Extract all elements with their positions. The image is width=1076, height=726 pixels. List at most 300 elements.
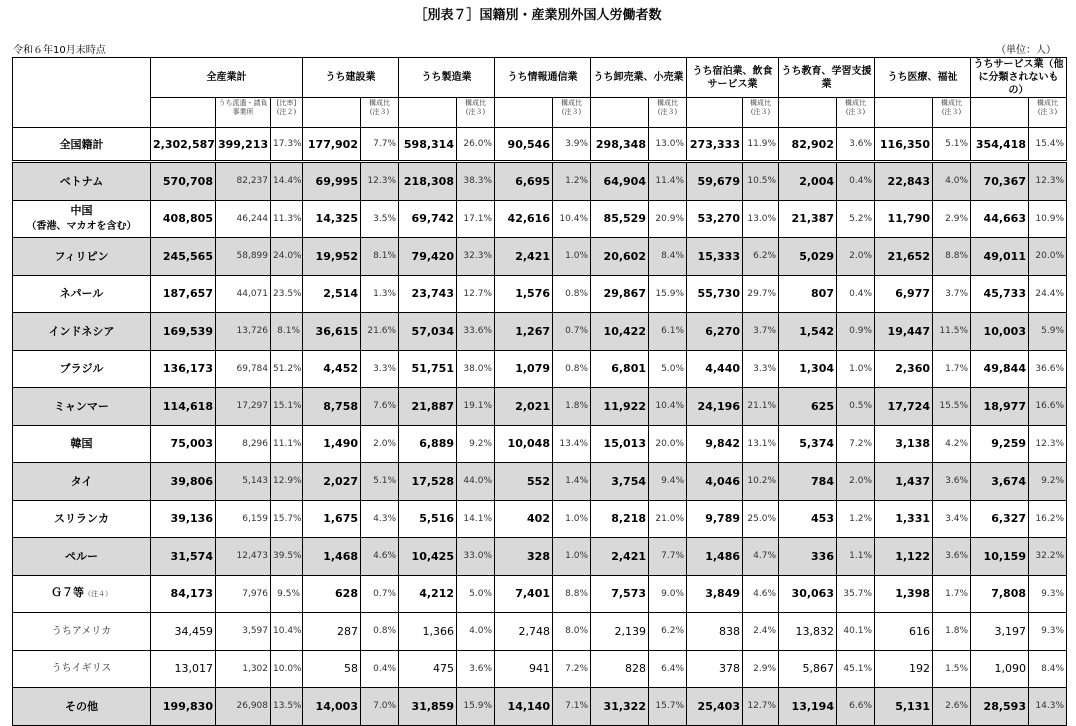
cell-share: 0.7% (361, 575, 399, 613)
cell-share: 33.0% (457, 538, 495, 576)
cell-industry-count: 21,652 (875, 238, 933, 276)
page-title: ［別表７］国籍別・産業別外国人労働者数 (414, 8, 662, 23)
nationality-label: 中国 (70, 204, 93, 218)
cell-share: 1.0% (553, 500, 591, 538)
cell-share: 1.1% (837, 538, 875, 576)
header-sub-text: 構成比 (941, 99, 962, 107)
cell-share: 10.4% (553, 200, 591, 238)
nationality-name (13, 500, 151, 538)
cell-share: 6.4% (649, 650, 687, 688)
table-row (13, 238, 1067, 276)
cell-share: 9.2% (457, 425, 495, 463)
cell-industry-count: 31,859 (399, 688, 457, 726)
cell-share: 8.0% (553, 613, 591, 651)
cell-ratio: 15.7% (271, 500, 303, 538)
cell-industry-count: 3,674 (971, 463, 1029, 501)
cell-share: 9.3% (1029, 575, 1067, 613)
cell-industry-count: 11,922 (591, 388, 649, 426)
cell-ratio: 39.5% (271, 538, 303, 576)
header-sub-text: [比率] (276, 99, 297, 107)
cell-industry-count: 59,679 (687, 162, 743, 201)
header-sub-text: 構成比 (750, 99, 771, 107)
table-row (13, 313, 1067, 351)
cell-industry-count: 2,004 (779, 162, 837, 201)
cell-ratio: 11.3% (271, 200, 303, 238)
cell-share: 8.8% (553, 575, 591, 613)
cell-industry-count: 11,790 (875, 200, 933, 238)
cell-share: 3.6% (933, 538, 971, 576)
cell-share: 0.8% (553, 350, 591, 388)
cell-share: 45.1% (837, 650, 875, 688)
nationality-name (13, 575, 151, 613)
cell-share: 33.6% (457, 313, 495, 351)
header-blank (591, 98, 649, 128)
cell-share: 11.5% (933, 313, 971, 351)
cell-industry-count: 2,514 (303, 275, 361, 313)
cell-industry-count: 13,194 (779, 688, 837, 726)
cell-ratio: 10.4% (271, 613, 303, 651)
header-blank (303, 98, 361, 128)
cell-share: 13.4% (553, 425, 591, 463)
cell-dispatch: 5,143 (216, 463, 271, 501)
cell-share: 1.3% (361, 275, 399, 313)
nationality-label: 全国籍計 (59, 137, 104, 151)
cell-industry-count: 17,528 (399, 463, 457, 501)
cell-industry-count: 1,468 (303, 538, 361, 576)
cell-industry-count: 64,904 (591, 162, 649, 201)
cell-ratio: 11.1% (271, 425, 303, 463)
table-row (13, 162, 1067, 201)
cell-share: 5.1% (361, 463, 399, 501)
cell-total-workers: 39,136 (151, 500, 216, 538)
cell-share: 1.0% (553, 238, 591, 276)
cell-share: 12.7% (743, 688, 779, 726)
cell-share: 20.0% (1029, 238, 1067, 276)
cell-share: 40.1% (837, 613, 875, 651)
nationality-name (13, 238, 151, 276)
cell-industry-count: 3,849 (687, 575, 743, 613)
cell-industry-count: 14,140 (495, 688, 553, 726)
cell-share: 7.6% (361, 388, 399, 426)
cell-share: 4.7% (743, 538, 779, 576)
cell-share: 5.1% (933, 128, 971, 162)
nationality-name (13, 688, 151, 726)
cell-industry-count: 4,440 (687, 350, 743, 388)
header-share (743, 98, 779, 128)
cell-share: 3.7% (743, 313, 779, 351)
cell-industry-count: 69,995 (303, 162, 361, 201)
cell-industry-count: 328 (495, 538, 553, 576)
cell-dispatch: 3,597 (216, 613, 271, 651)
header-sub-text: 構成比 (845, 99, 866, 107)
nationality-name (13, 200, 151, 238)
cell-share: 2.9% (933, 200, 971, 238)
cell-industry-count: 941 (495, 650, 553, 688)
cell-share: 13.1% (743, 425, 779, 463)
cell-share: 0.8% (361, 613, 399, 651)
header-industry-hospitality: うち宿泊業、飲食サービス業 (687, 58, 779, 98)
nationality-name (13, 538, 151, 576)
header-share (457, 98, 495, 128)
cell-industry-count: 3,197 (971, 613, 1029, 651)
cell-share: 9.3% (1029, 613, 1067, 651)
cell-dispatch: 46,244 (216, 200, 271, 238)
cell-ratio: 15.1% (271, 388, 303, 426)
cell-share: 38.3% (457, 162, 495, 201)
cell-industry-count: 17,724 (875, 388, 933, 426)
cell-industry-count: 1,490 (303, 425, 361, 463)
header-blank (779, 98, 837, 128)
cell-industry-count: 45,733 (971, 275, 1029, 313)
cell-share: 7.7% (649, 538, 687, 576)
cell-share: 5.2% (837, 200, 875, 238)
cell-share: 4.6% (361, 538, 399, 576)
cell-share: 24.4% (1029, 275, 1067, 313)
cell-share: 1.2% (837, 500, 875, 538)
cell-share: 5.0% (649, 350, 687, 388)
header-share (361, 98, 399, 128)
cell-share: 32.3% (457, 238, 495, 276)
header-share (933, 98, 971, 128)
nationality-name (13, 350, 151, 388)
cell-share: 4.2% (933, 425, 971, 463)
cell-share: 7.1% (553, 688, 591, 726)
cell-share: 8.4% (1029, 650, 1067, 688)
header-sub-text: (注３) (369, 108, 390, 116)
cell-dispatch: 8,296 (216, 425, 271, 463)
header-sub-text: 構成比 (1037, 99, 1058, 107)
cell-share: 6.2% (743, 238, 779, 276)
cell-industry-count: 2,748 (495, 613, 553, 651)
cell-industry-count: 807 (779, 275, 837, 313)
cell-total-workers: 2,302,587 (151, 128, 216, 162)
nationality-name (13, 313, 151, 351)
nationality-name (13, 613, 151, 651)
cell-share: 10.2% (743, 463, 779, 501)
header-industry-ict: うち情報通信業 (495, 58, 591, 98)
cell-industry-count: 36,615 (303, 313, 361, 351)
header-blank (399, 98, 457, 128)
cell-share: 9.4% (649, 463, 687, 501)
cell-industry-count: 453 (779, 500, 837, 538)
nationality-label: ネパール (59, 287, 104, 301)
cell-share: 17.1% (457, 200, 495, 238)
cell-dispatch: 399,213 (216, 128, 271, 162)
cell-total-workers: 169,539 (151, 313, 216, 351)
cell-industry-count: 14,003 (303, 688, 361, 726)
cell-industry-count: 2,421 (591, 538, 649, 576)
cell-ratio: 23.5% (271, 275, 303, 313)
cell-share: 0.4% (361, 650, 399, 688)
header-sub-text: (注２) (276, 108, 297, 116)
cell-share: 38.0% (457, 350, 495, 388)
cell-industry-count: 6,889 (399, 425, 457, 463)
cell-share: 12.3% (1029, 162, 1067, 201)
cell-industry-count: 336 (779, 538, 837, 576)
cell-share: 21.1% (743, 388, 779, 426)
cell-share: 25.0% (743, 500, 779, 538)
cell-share: 15.9% (649, 275, 687, 313)
table-row (13, 275, 1067, 313)
cell-industry-count: 4,212 (399, 575, 457, 613)
cell-share: 13.0% (649, 128, 687, 162)
cell-industry-count: 838 (687, 613, 743, 651)
header-industry-medical-welfare: うち医療、福祉 (875, 58, 971, 98)
nationality-label: インドネシア (48, 324, 115, 338)
cell-share: 3.9% (553, 128, 591, 162)
cell-industry-count: 70,367 (971, 162, 1029, 201)
table-row (13, 200, 1067, 238)
cell-industry-count: 3,138 (875, 425, 933, 463)
header-ratio (271, 98, 303, 128)
header-industry-services-other: うちサービス業（他に分類されないもの） (971, 58, 1067, 98)
cell-share: 7.2% (837, 425, 875, 463)
nationality-label: ペルー (65, 549, 98, 563)
cell-share: 5.0% (457, 575, 495, 613)
cell-industry-count: 2,139 (591, 613, 649, 651)
cell-share: 16.2% (1029, 500, 1067, 538)
cell-share: 7.2% (553, 650, 591, 688)
cell-share: 10.9% (1029, 200, 1067, 238)
cell-share: 2.0% (837, 463, 875, 501)
nationality-name (13, 128, 151, 162)
cell-industry-count: 402 (495, 500, 553, 538)
cell-industry-count: 15,333 (687, 238, 743, 276)
header-sub-text: うち派遣・請負事業所 (218, 99, 268, 116)
cell-industry-count: 82,902 (779, 128, 837, 162)
cell-share: 4.3% (361, 500, 399, 538)
cell-share: 5.9% (1029, 313, 1067, 351)
header-dispatch (216, 98, 271, 128)
cell-share: 7.7% (361, 128, 399, 162)
cell-share: 1.8% (553, 388, 591, 426)
cell-total-workers: 570,708 (151, 162, 216, 201)
header-share (1029, 98, 1067, 128)
cell-industry-count: 625 (779, 388, 837, 426)
cell-share: 10.4% (649, 388, 687, 426)
header-sub-text: 構成比 (465, 99, 486, 107)
nationality-label: Ｇ７等 (51, 586, 84, 600)
cell-total-workers: 75,003 (151, 425, 216, 463)
cell-industry-count: 598,314 (399, 128, 457, 162)
cell-dispatch: 1,302 (216, 650, 271, 688)
cell-ratio: 8.1% (271, 313, 303, 351)
cell-total-workers: 84,173 (151, 575, 216, 613)
cell-industry-count: 49,844 (971, 350, 1029, 388)
cell-industry-count: 116,350 (875, 128, 933, 162)
cell-industry-count: 5,516 (399, 500, 457, 538)
cell-industry-count: 21,887 (399, 388, 457, 426)
cell-industry-count: 552 (495, 463, 553, 501)
cell-industry-count: 10,159 (971, 538, 1029, 576)
cell-share: 15.5% (933, 388, 971, 426)
cell-industry-count: 90,546 (495, 128, 553, 162)
nationality-label: ブラジル (59, 362, 104, 376)
cell-share: 19.1% (457, 388, 495, 426)
table-row (13, 350, 1067, 388)
cell-industry-count: 15,013 (591, 425, 649, 463)
table-row (13, 650, 1067, 688)
cell-industry-count: 2,027 (303, 463, 361, 501)
cell-share: 8.1% (361, 238, 399, 276)
cell-share: 6.6% (837, 688, 875, 726)
nationality-label: その他 (65, 699, 98, 713)
table-row (13, 500, 1067, 538)
cell-share: 1.0% (837, 350, 875, 388)
cell-share: 29.7% (743, 275, 779, 313)
cell-share: 10.5% (743, 162, 779, 201)
cell-industry-count: 287 (303, 613, 361, 651)
cell-industry-count: 784 (779, 463, 837, 501)
nationality-name (13, 650, 151, 688)
cell-industry-count: 2,360 (875, 350, 933, 388)
header-sub-text: 構成比 (369, 99, 390, 107)
cell-industry-count: 1,437 (875, 463, 933, 501)
cell-share: 3.6% (933, 463, 971, 501)
cell-share: 3.3% (743, 350, 779, 388)
cell-total-workers: 187,657 (151, 275, 216, 313)
cell-share: 3.6% (457, 650, 495, 688)
cell-industry-count: 7,401 (495, 575, 553, 613)
cell-ratio: 13.5% (271, 688, 303, 726)
header-industry-education: うち教育、学習支援業 (779, 58, 875, 98)
nationality-label: スリランカ (54, 512, 109, 526)
cell-industry-count: 1,304 (779, 350, 837, 388)
cell-total-workers: 114,618 (151, 388, 216, 426)
cell-industry-count: 3,754 (591, 463, 649, 501)
cell-share: 15.4% (1029, 128, 1067, 162)
cell-industry-count: 354,418 (971, 128, 1029, 162)
nationality-name (13, 425, 151, 463)
header-sub-text: (注３) (1037, 108, 1058, 116)
header-share (837, 98, 875, 128)
cell-share: 0.9% (837, 313, 875, 351)
cell-industry-count: 1,398 (875, 575, 933, 613)
cell-industry-count: 1,090 (971, 650, 1029, 688)
cell-share: 4.6% (743, 575, 779, 613)
cell-share: 14.3% (1029, 688, 1067, 726)
cell-ratio: 9.5% (271, 575, 303, 613)
foreign-workers-table (12, 57, 1067, 726)
header-industry-wholesale-retail: うち卸売業、小売業 (591, 58, 687, 98)
cell-industry-count: 24,196 (687, 388, 743, 426)
cell-industry-count: 23,743 (399, 275, 457, 313)
table-row (13, 688, 1067, 726)
cell-dispatch: 7,976 (216, 575, 271, 613)
table-row (13, 425, 1067, 463)
cell-industry-count: 828 (591, 650, 649, 688)
cell-industry-count: 1,079 (495, 350, 553, 388)
cell-share: 14.1% (457, 500, 495, 538)
cell-industry-count: 378 (687, 650, 743, 688)
header-sub-text: (注３) (657, 108, 678, 116)
cell-industry-count: 13,832 (779, 613, 837, 651)
cell-industry-count: 9,259 (971, 425, 1029, 463)
cell-total-workers: 136,173 (151, 350, 216, 388)
header-share (649, 98, 687, 128)
cell-industry-count: 57,034 (399, 313, 457, 351)
cell-total-workers: 31,574 (151, 538, 216, 576)
header-sub-text: (注３) (465, 108, 486, 116)
cell-ratio: 17.3% (271, 128, 303, 162)
cell-industry-count: 273,333 (687, 128, 743, 162)
header-industry-construction: うち建設業 (303, 58, 399, 98)
cell-industry-count: 9,842 (687, 425, 743, 463)
cell-ratio: 14.4% (271, 162, 303, 201)
cell-share: 9.2% (1029, 463, 1067, 501)
cell-share: 3.6% (837, 128, 875, 162)
header-all-industries: 全産業計 (151, 58, 303, 98)
cell-industry-count: 1,122 (875, 538, 933, 576)
cell-industry-count: 85,529 (591, 200, 649, 238)
header-sub-text: (注３) (941, 108, 962, 116)
cell-ratio: 10.0% (271, 650, 303, 688)
cell-industry-count: 1,576 (495, 275, 553, 313)
cell-industry-count: 55,730 (687, 275, 743, 313)
nationality-label: 韓国 (70, 437, 93, 451)
cell-industry-count: 14,325 (303, 200, 361, 238)
cell-industry-count: 29,867 (591, 275, 649, 313)
header-blank (687, 98, 743, 128)
cell-share: 21.0% (649, 500, 687, 538)
cell-share: 6.2% (649, 613, 687, 651)
cell-industry-count: 2,021 (495, 388, 553, 426)
table-row (13, 613, 1067, 651)
header-sub-text: (注３) (845, 108, 866, 116)
cell-share: 20.0% (649, 425, 687, 463)
cell-industry-count: 7,573 (591, 575, 649, 613)
cell-share: 0.8% (553, 275, 591, 313)
cell-dispatch: 13,726 (216, 313, 271, 351)
cell-share: 2.6% (933, 688, 971, 726)
cell-ratio: 12.9% (271, 463, 303, 501)
nationality-note: （注４） (84, 590, 112, 599)
cell-industry-count: 30,063 (779, 575, 837, 613)
cell-share: 4.0% (457, 613, 495, 651)
cell-industry-count: 2,421 (495, 238, 553, 276)
cell-industry-count: 5,867 (779, 650, 837, 688)
cell-share: 2.4% (743, 613, 779, 651)
as-of-date: 令和６年10月末時点 (13, 45, 106, 56)
cell-share: 0.5% (837, 388, 875, 426)
header-sub-text: (注３) (561, 108, 582, 116)
cell-industry-count: 1,331 (875, 500, 933, 538)
cell-industry-count: 8,758 (303, 388, 361, 426)
cell-industry-count: 1,542 (779, 313, 837, 351)
table-row (13, 388, 1067, 426)
cell-industry-count: 21,387 (779, 200, 837, 238)
cell-industry-count: 5,374 (779, 425, 837, 463)
cell-share: 2.0% (837, 238, 875, 276)
table-row (13, 463, 1067, 501)
cell-ratio: 24.0% (271, 238, 303, 276)
cell-share: 9.0% (649, 575, 687, 613)
cell-industry-count: 51,751 (399, 350, 457, 388)
cell-share: 0.4% (837, 162, 875, 201)
cell-industry-count: 8,218 (591, 500, 649, 538)
cell-dispatch: 69,784 (216, 350, 271, 388)
cell-industry-count: 4,046 (687, 463, 743, 501)
cell-total-workers: 245,565 (151, 238, 216, 276)
header-share (553, 98, 591, 128)
cell-industry-count: 616 (875, 613, 933, 651)
nationality-label: ミャンマー (54, 399, 109, 413)
cell-dispatch: 12,473 (216, 538, 271, 576)
cell-share: 3.4% (933, 500, 971, 538)
nationality-name (13, 275, 151, 313)
cell-industry-count: 6,801 (591, 350, 649, 388)
cell-industry-count: 25,403 (687, 688, 743, 726)
